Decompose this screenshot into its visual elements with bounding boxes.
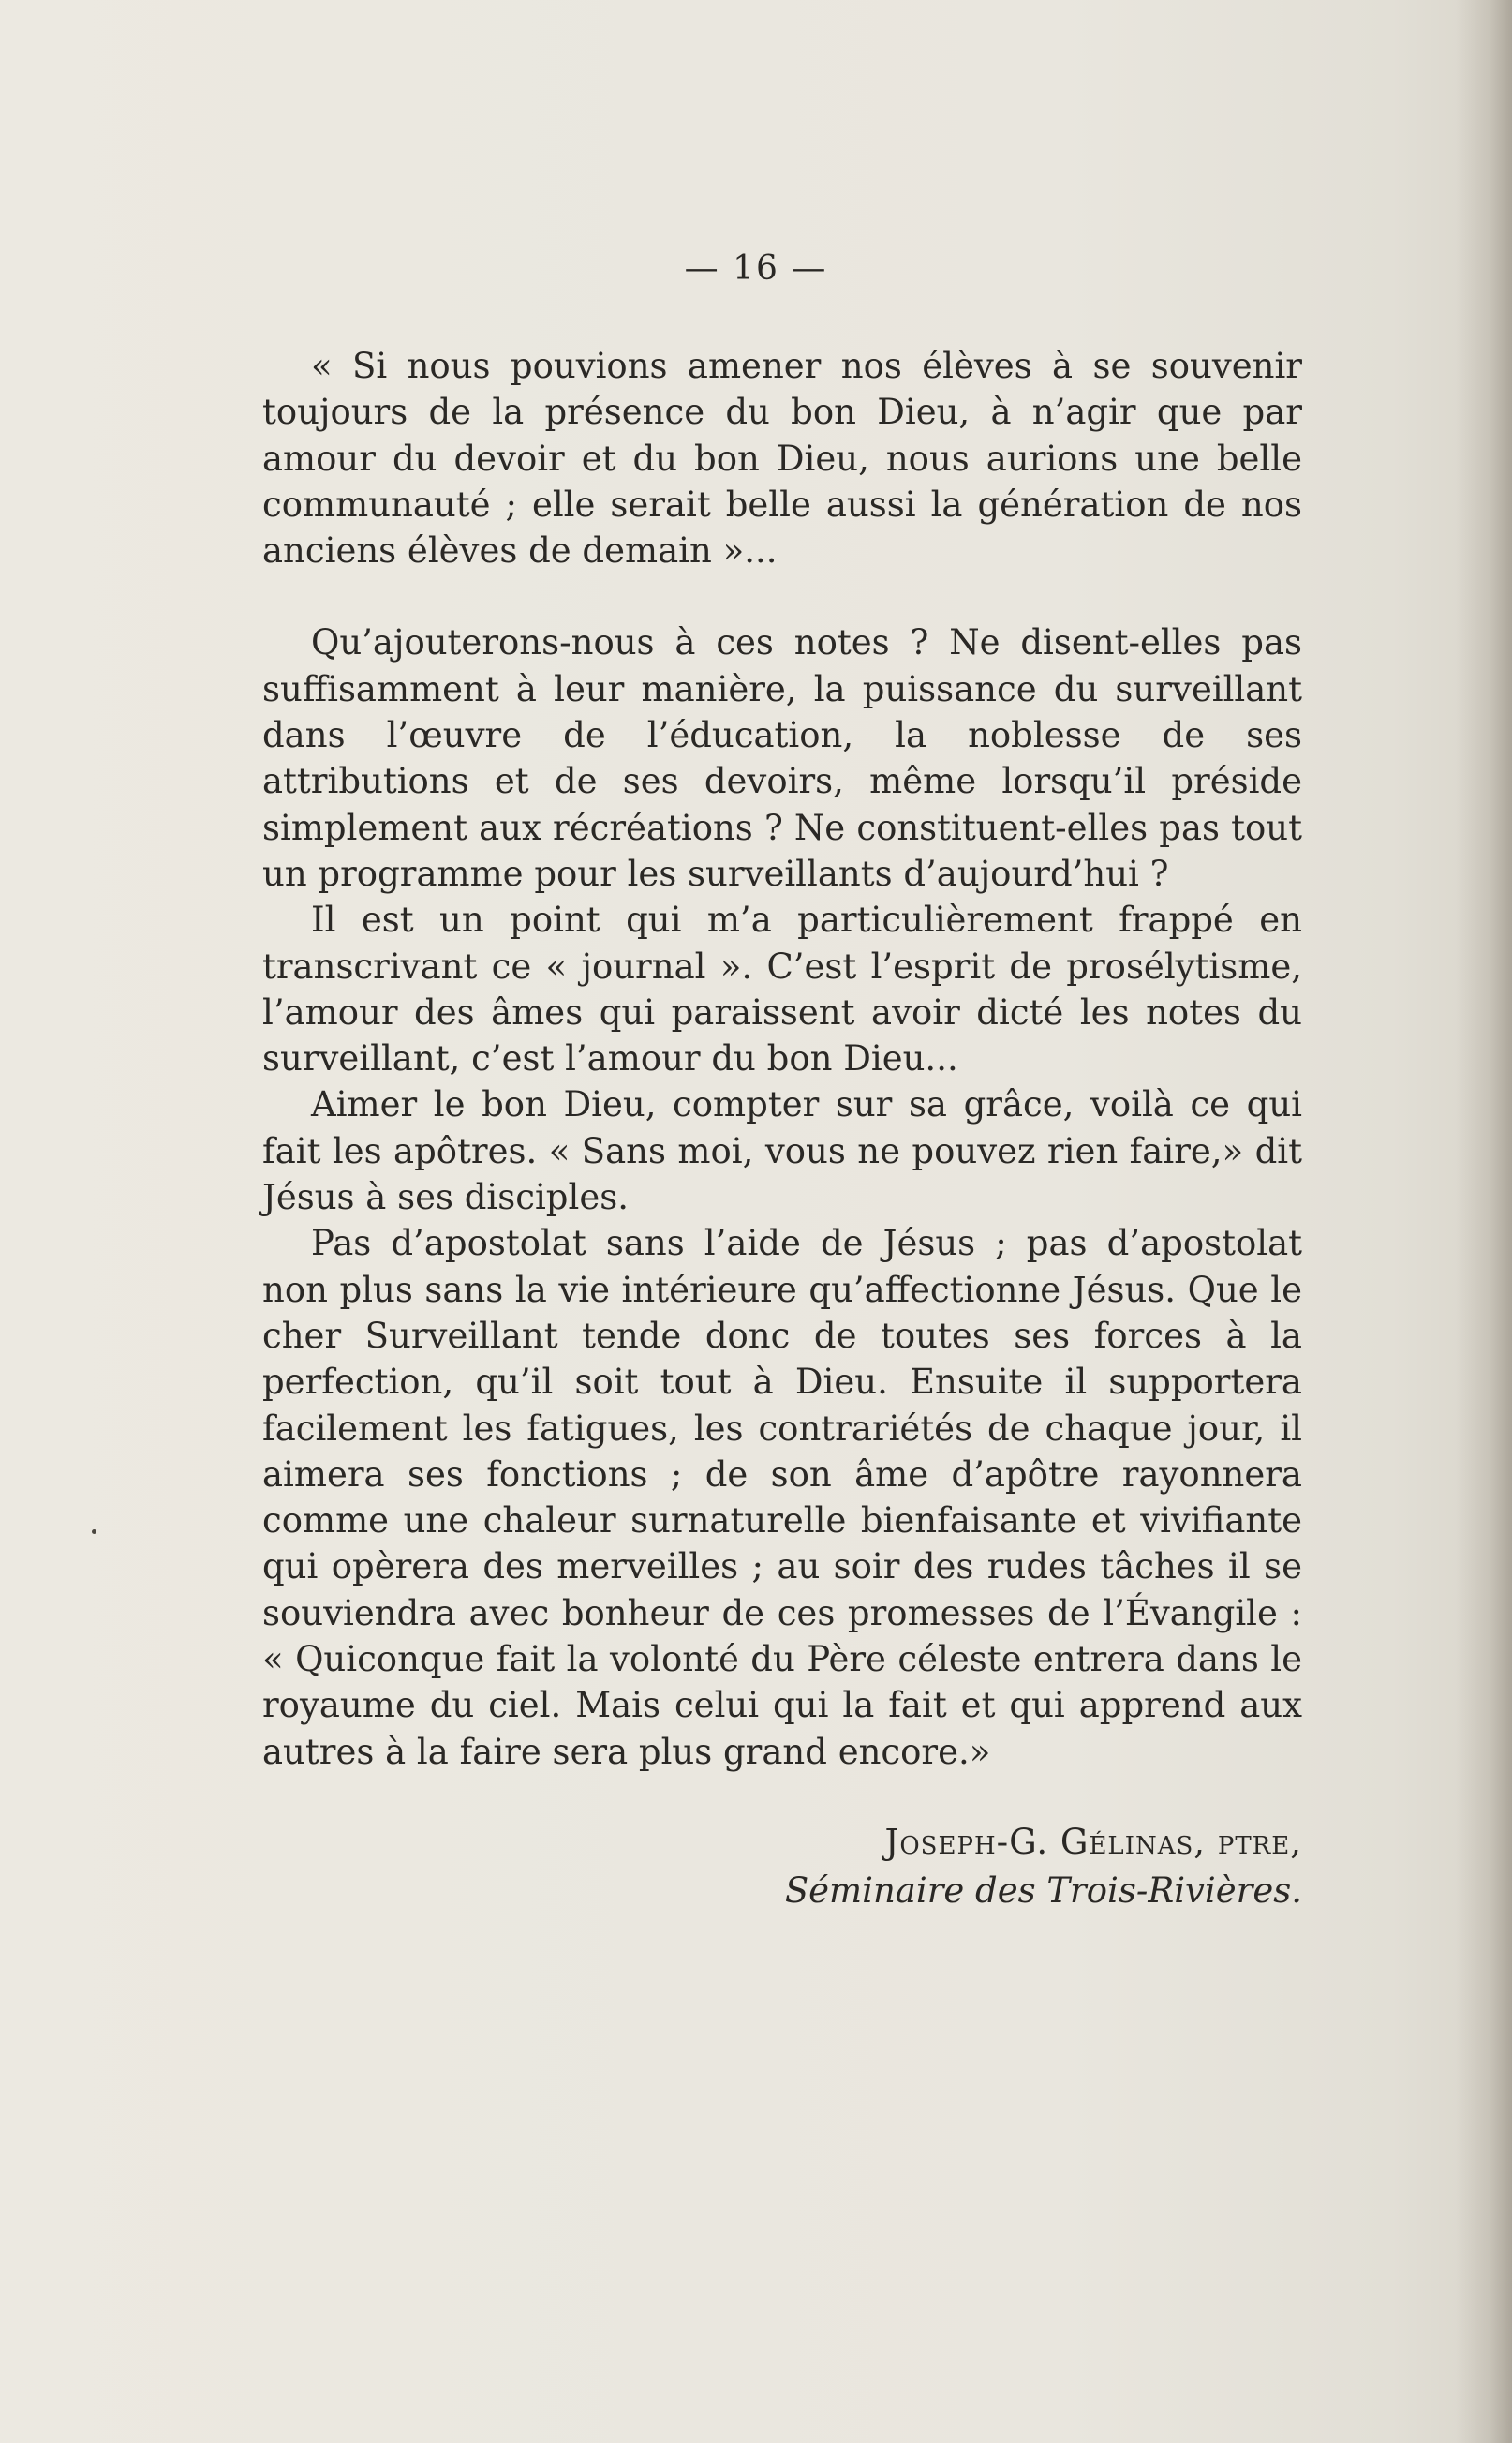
paragraph-journal: Il est un point qui m’a particulièrement frappé en transcrivant ce « journal ». C’est l’esprit de prosélytisme, l’amour des âmes qui paraissent avoir dicté les notes du surveillant, c’est l’amour du bon Dieu... — [262, 900, 1302, 1080]
page-number: — 16 — — [684, 249, 828, 288]
signature-name: Joseph-G. Gélinas, ptre, — [884, 1822, 1302, 1862]
page-edge-shadow — [1456, 0, 1512, 2443]
stray-ink-dot — [92, 1529, 96, 1534]
signature-block — [262, 1818, 1302, 1915]
paragraph-question: Qu’ajouterons-nous à ces notes ? Ne disent-elles pas suffisamment à leur manière, la puissance du surveillant dans l’œuvre de l’éducation, la noblesse de ses attributions et de ses devoirs, même lorsqu’il préside simplement aux récréations ? Ne constituent-elles pas tout un programme pour les surveillants d’aujourd’hui ? — [262, 622, 1302, 894]
body-text — [262, 343, 1302, 1775]
paragraph-quote: « Si nous pouvions amener nos élèves à se souvenir toujours de la présence du bon Dieu, à n’agir que par amour du devoir et du bon Dieu, nous aurions une belle communauté ; elle serait belle aussi la génération de nos anciens élèves de demain »... — [262, 346, 1302, 572]
signature-institution: Séminaire des Trois-Rivières. — [784, 1870, 1302, 1911]
paragraph-apostles: Aimer le bon Dieu, compter sur sa grâce, voilà ce qui fait les apôtres. « Sans moi, vous ne pouvez rien faire,» dit Jésus à ses disciples. — [262, 1084, 1302, 1218]
paragraph-apostolate: Pas d’apostolat sans l’aide de Jésus ; pas d’apostolat non plus sans la vie intérieure qu’affectionne Jésus. Que le cher Surveillant tende donc de toutes ses forces à la perfection, qu’il soit tout à Dieu. Ensuite il supportera facilement les fatigues, les contrariétés de chaque jour, il aimera ses fonctions ; de son âme d’apôtre rayonnera comme une chaleur surnaturelle bienfaisante et vivifiante qui opèrera des merveilles ; au soir des rudes tâches il se souviendra avec bonheur de ces promesses de l’Évangile : « Quiconque fait la volonté du Père céleste entrera dans le royaume du ciel. Mais celui qui la fait et qui apprend aux autres à la faire sera plus grand encore.» — [262, 1223, 1302, 1772]
